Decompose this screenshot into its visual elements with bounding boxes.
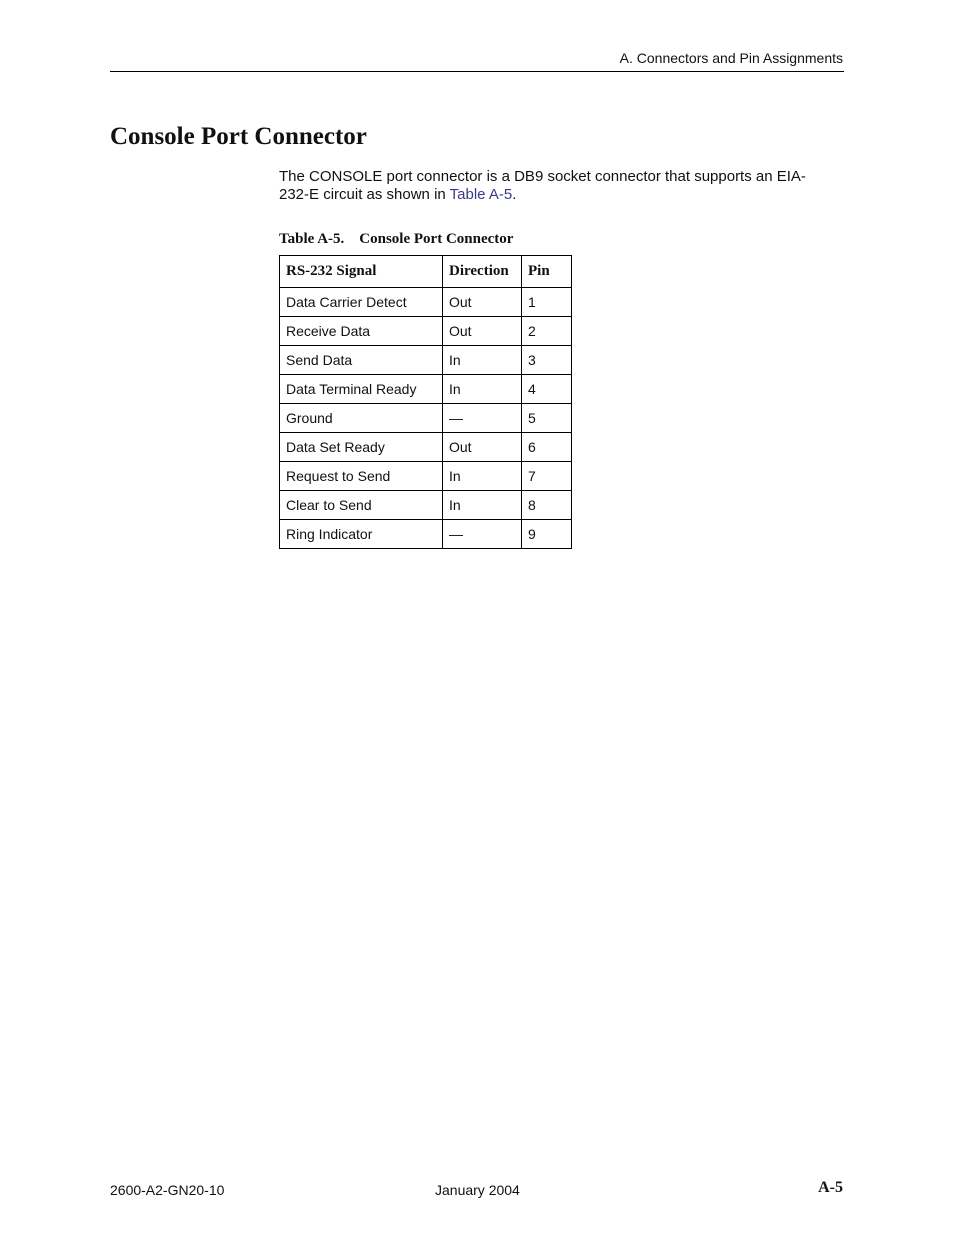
table-caption: Table A-5. Console Port Connector (279, 231, 514, 247)
page-title: Console Port Connector (110, 123, 367, 150)
table-row (280, 346, 572, 375)
direction-cell: Out (443, 433, 522, 462)
signal-cell: Send Data (280, 346, 443, 375)
table-row (280, 520, 572, 549)
table-cross-reference-link[interactable]: Table A-5 (449, 186, 513, 203)
pin-cell: 3 (522, 346, 572, 375)
direction-cell: — (443, 404, 522, 433)
signal-cell: Data Set Ready (280, 433, 443, 462)
pin-cell: 1 (522, 288, 572, 317)
direction-cell: In (443, 346, 522, 375)
signal-cell: Ring Indicator (280, 520, 443, 549)
table-header-row (280, 256, 572, 288)
direction-cell: In (443, 462, 522, 491)
intro-end: . (512, 186, 517, 203)
document-number: 2600-A2-GN20-10 (110, 1182, 225, 1198)
direction-cell: In (443, 491, 522, 520)
table-row (280, 462, 572, 491)
pin-cell: 8 (522, 491, 572, 520)
direction-cell: Out (443, 317, 522, 346)
pin-cell: 7 (522, 462, 572, 491)
table-row (280, 288, 572, 317)
signal-cell: Data Carrier Detect (280, 288, 443, 317)
table-row (280, 404, 572, 433)
direction-cell: — (443, 520, 522, 549)
table-row (280, 433, 572, 462)
signal-cell: Clear to Send (280, 491, 443, 520)
signal-cell: Data Terminal Ready (280, 375, 443, 404)
signal-cell: Ground (280, 404, 443, 433)
direction-cell: In (443, 375, 522, 404)
table-row (280, 317, 572, 346)
running-head: A. Connectors and Pin Assignments (619, 50, 843, 66)
column-header-signal: RS-232 Signal (280, 256, 443, 288)
console-port-pin-table (279, 255, 572, 549)
signal-cell: Receive Data (280, 317, 443, 346)
header-rule (110, 71, 844, 72)
direction-cell: Out (443, 288, 522, 317)
table-row (280, 491, 572, 520)
column-header-direction: Direction (443, 256, 522, 288)
pin-cell: 4 (522, 375, 572, 404)
page-number: A-5 (818, 1179, 843, 1196)
publication-date: January 2004 (435, 1182, 520, 1198)
pin-cell: 6 (522, 433, 572, 462)
intro-text: The CONSOLE port connector is a DB9 socket connector that supports an EIA-232-E circuit as shown in (279, 168, 806, 203)
signal-cell: Request to Send (280, 462, 443, 491)
pin-cell: 9 (522, 520, 572, 549)
pin-cell: 5 (522, 404, 572, 433)
column-header-pin: Pin (522, 256, 572, 288)
table-row (280, 375, 572, 404)
intro-paragraph (279, 168, 819, 204)
pin-cell: 2 (522, 317, 572, 346)
